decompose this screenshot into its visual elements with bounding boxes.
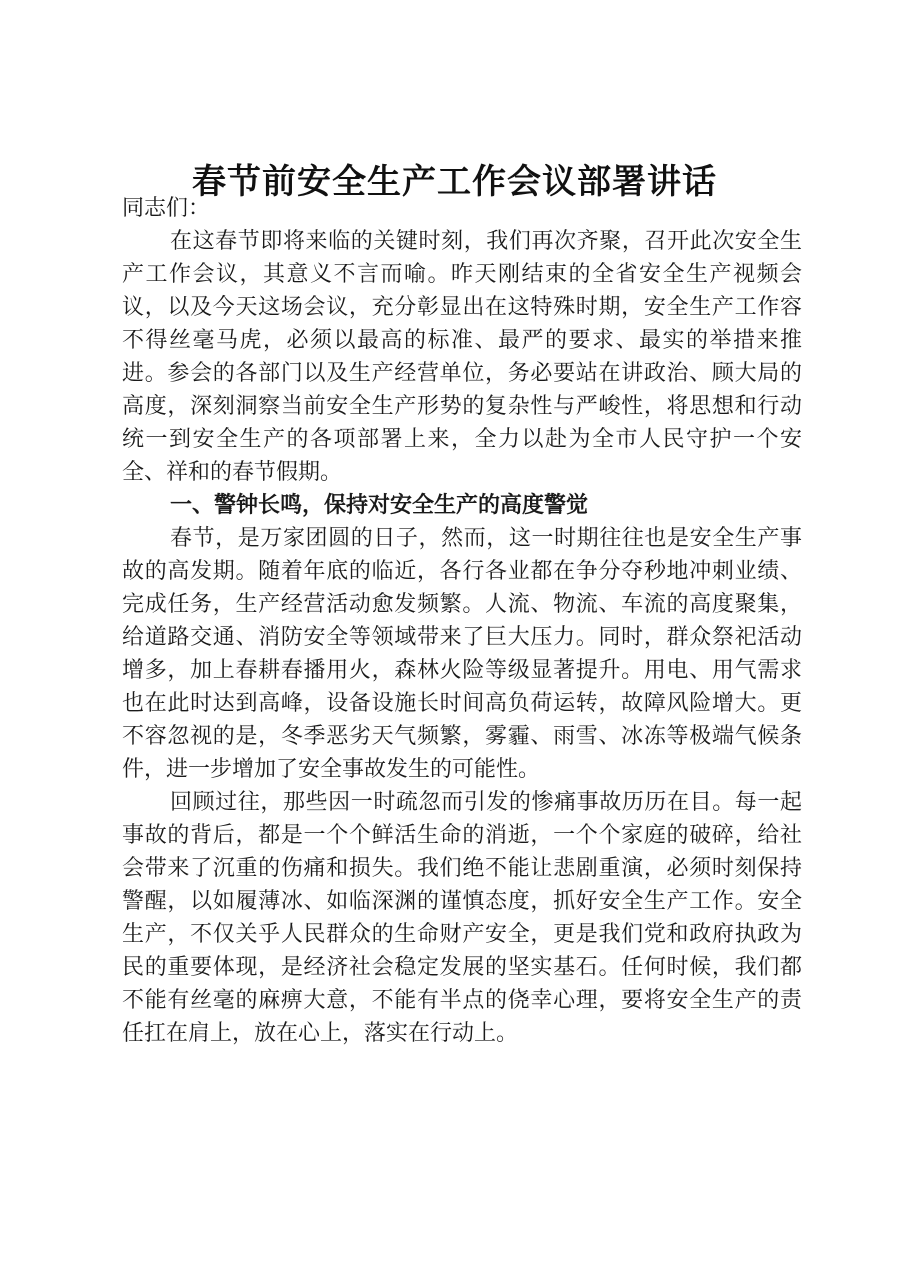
salutation: 同志们：	[122, 196, 211, 221]
section-heading: 一、警钟长鸣，保持对安全生产的高度警觉	[170, 493, 589, 518]
document-body	[122, 192, 802, 1050]
paragraph-spring-festival: 春节，是万家团圆的日子，然而，这一时期往往也是安全生产事故的高发期。随着年底的临近，各行各业都在争分夺秒地冲刺业绩、完成任务，生产经营活动愈发频繁。人流、物流、车流的高度聚集，给道路交通、消防安全等领域带来了巨大压力。同时，群众祭祀活动增多，加上春耕春播用火，森林火险等级显著提升。用电、用气需求也在此时达到高峰，设备设施长时间高负荷运转，故障风险增大。更不容忽视的是，冬季恶劣天气频繁，雾霾、雨雪、冰冻等极端气候条件，进一步增加了安全事故发生的可能性。	[122, 526, 802, 782]
paragraph-intro: 在这春节即将来临的关键时刻，我们再次齐聚，召开此次安全生产工作会议，其意义不言而喻。昨天刚结束的全省安全生产视频会议，以及今天这场会议，充分彰显出在这特殊时期，安全生产工作容不得丝毫马虎，必须以最高的标准、最严的要求、最实的举措来推进。参会的各部门以及生产经营单位，务必要站在讲政治、顾大局的高度，深刻洞察当前安全生产形势的复杂性与严峻性，将思想和行动统一到安全生产的各项部署上来，全力以赴为全市人民守护一个安全、祥和的春节假期。	[122, 229, 802, 485]
paragraph-review: 回顾过往，那些因一时疏忽而引发的惨痛事故历历在目。每一起事故的背后，都是一个个鲜活生命的消逝，一个个家庭的破碎，给社会带来了沉重的伤痛和损失。我们绝不能让悲剧重演，必须时刻保持警醒，以如履薄冰、如临深渊的谨慎态度，抓好安全生产工作。安全生产，不仅关乎人民群众的生命财产安全，更是我们党和政府执政为民的重要体现，是经济社会稳定发展的坚实基石。任何时候，我们都不能有丝毫的麻痹大意，不能有半点的侥幸心理，要将安全生产的责任扛在肩上，放在心上，落实在行动上。	[122, 790, 802, 1046]
document-title: 春节前安全生产工作会议部署讲话	[192, 162, 717, 202]
